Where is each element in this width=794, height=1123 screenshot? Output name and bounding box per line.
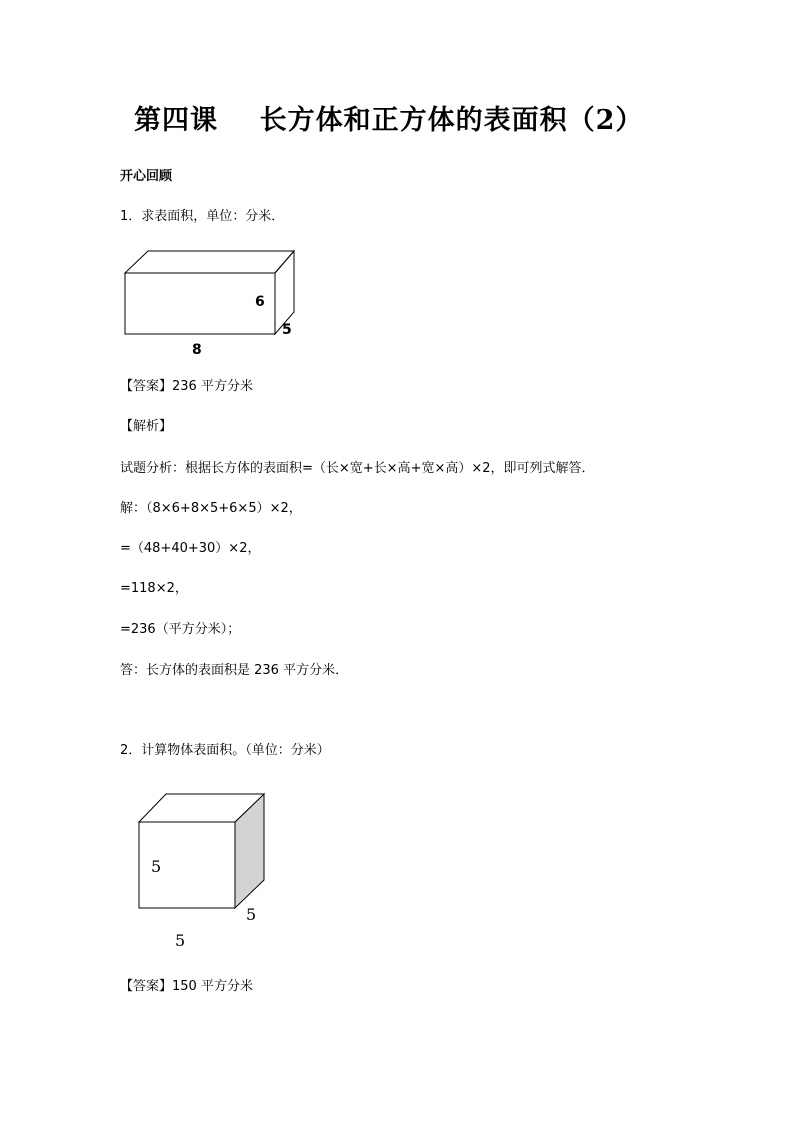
solution-step-4: =236（平方分米）； <box>120 622 241 637</box>
question-1: 1．求表面积，单位：分米． <box>120 209 285 224</box>
answer-1: 【答案】236 平方分米 <box>120 379 253 394</box>
cuboid-front-face <box>125 273 275 334</box>
cuboid-top-face <box>125 251 294 273</box>
cuboid-length-label: 8 <box>192 342 202 358</box>
cuboid-figure <box>118 246 308 361</box>
analysis-heading: 【解析】 <box>120 419 173 434</box>
cube-width-label: 5 <box>246 905 257 924</box>
solution-step-2: =（48+40+30）×2， <box>120 541 261 556</box>
cuboid-height-label: 6 <box>255 294 265 310</box>
cuboid-width-label: 5 <box>282 322 292 338</box>
analysis-text: 试题分析：根据长方体的表面积=（长×宽+长×高+宽×高）×2，即可列式解答． <box>120 461 595 476</box>
section-heading: 开心回顾 <box>120 169 173 184</box>
solution-step-3: =118×2， <box>120 581 188 596</box>
page-title: 第四课 长方体和正方体的表面积（2） <box>134 105 644 136</box>
cube-figure <box>132 788 282 953</box>
solution-conclusion: 答：长方体的表面积是 236 平方分米． <box>120 663 349 678</box>
answer-2: 【答案】150 平方分米 <box>120 979 253 994</box>
cube-length-label: 5 <box>175 931 186 950</box>
cube-height-label: 5 <box>151 857 162 876</box>
solution-step-1: 解：（8×6+8×5+6×5）×2， <box>120 501 302 516</box>
question-2: 2．计算物体表面积。（单位：分米） <box>120 743 330 758</box>
